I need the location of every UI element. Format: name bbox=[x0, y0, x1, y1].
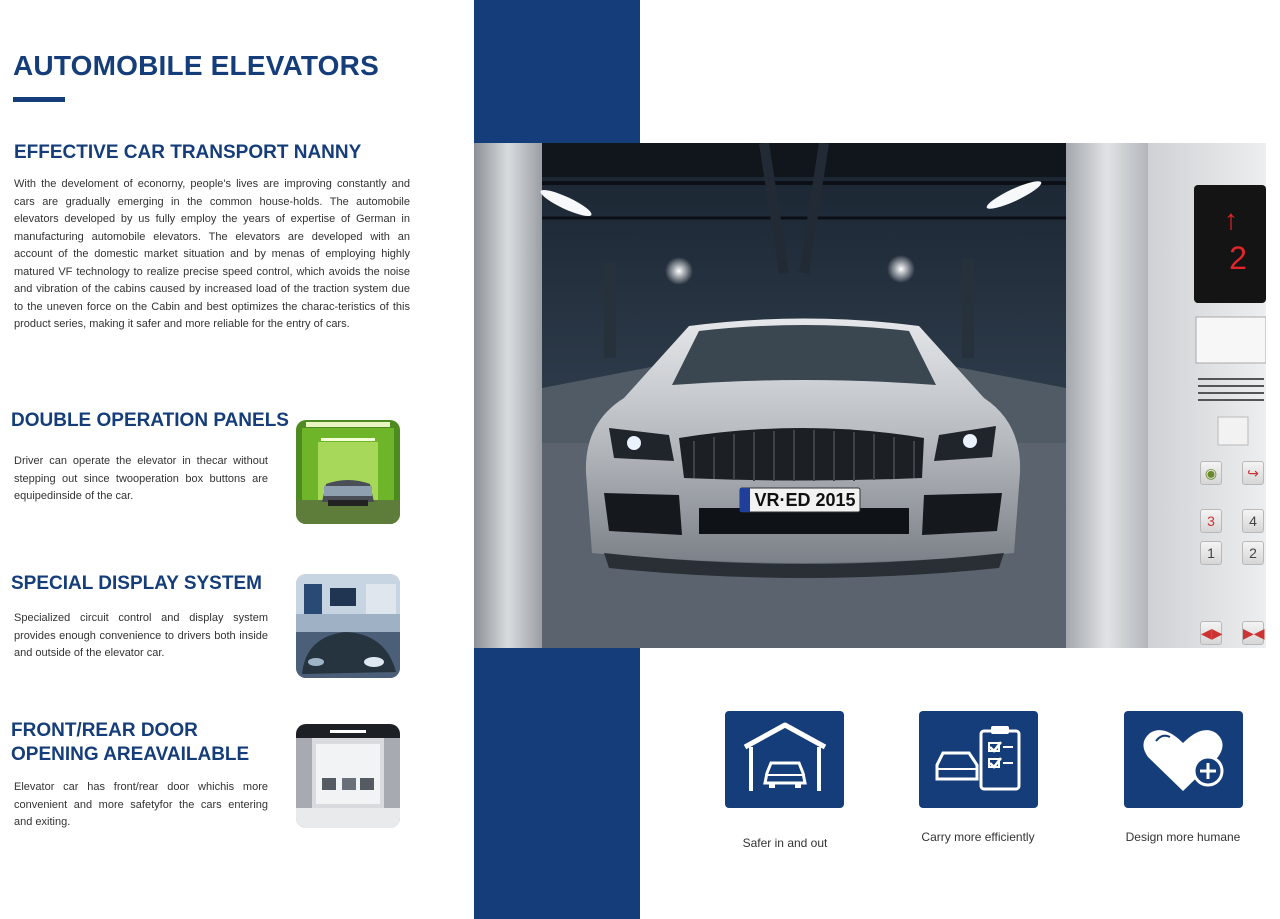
feature-label-safer: Safer in and out bbox=[742, 836, 828, 850]
heading-line-1: FRONT/REAR DOOR bbox=[11, 720, 198, 741]
door-open-arrows-icon: ◀▶ bbox=[1200, 621, 1222, 645]
section-heading-front-rear-door bbox=[11, 719, 249, 767]
thumb-display-system-showroom bbox=[296, 574, 400, 678]
section-body-double-panels: Driver can operate the elevator in thecar without stepping out since twooperation box buttons are equipedinside of the car. bbox=[14, 455, 268, 502]
heart-plus-icon bbox=[1124, 711, 1243, 808]
floor-indicator-number: 2 bbox=[1229, 240, 1247, 276]
garage-car-icon bbox=[725, 711, 844, 808]
door-close-arrows-icon: ▶◀ bbox=[1242, 621, 1264, 645]
thumb-front-rear-door bbox=[296, 724, 400, 828]
floor-button-1: 1 bbox=[1200, 541, 1222, 565]
feature-label-humane: Design more humane bbox=[1125, 830, 1241, 844]
call-button: ↪ bbox=[1242, 461, 1264, 485]
floor-button-2: 2 bbox=[1242, 541, 1264, 565]
door-open-button: ◉ bbox=[1200, 461, 1222, 485]
section-body-display-system: Specialized circuit control and display system provides enough convenience to drivers both inside and outside of the elevator car. bbox=[14, 612, 268, 659]
section-body-front-rear-door: Elevator car has front/rear door whichis more convenient and more safetyfor the cars entering and exiting. bbox=[14, 781, 268, 828]
floor-button-4: 4 bbox=[1242, 509, 1264, 533]
hero-elevator-image bbox=[474, 143, 1266, 648]
blue-band-top bbox=[474, 0, 640, 143]
intro-body: With the develoment of econorny, people's lives are improving constantly and cars are gradually emerging in the common house-holds. The automobile elevators developed by us fully employ the years of expertise of German in manufacturing automobile elevators. The elevators are developed with an account of the domestic market situation and by menas of employing highly matured VF technology to realize precise speed control, which avoids the noise and vibration of the cabins caused by increased load of the traction system due to the uneven force on the Cabin and best optimizes the charac-teristics of this product series, making it safer and more reliable for the entry of cars. bbox=[14, 178, 410, 330]
thumb-green-elevator-car bbox=[296, 420, 400, 524]
section-heading-double-panels: DOUBLE OPERATION PANELS bbox=[11, 410, 289, 431]
floor-direction-arrow: ↑ bbox=[1224, 204, 1238, 235]
intro-heading: EFFECTIVE CAR TRANSPORT NANNY bbox=[14, 142, 362, 163]
floor-button-3: 3 bbox=[1200, 509, 1222, 533]
license-plate-text: VR·ED 2015 bbox=[754, 490, 856, 510]
feature-label-carry: Carry more efficiently bbox=[921, 830, 1035, 844]
blue-band-bottom bbox=[474, 648, 640, 919]
page-title: AUTOMOBILE ELEVATORS bbox=[13, 50, 379, 81]
car-checklist-icon bbox=[919, 711, 1038, 808]
section-heading-display-system: SPECIAL DISPLAY SYSTEM bbox=[11, 573, 262, 594]
heading-line-2: OPENING AREAVAILABLE bbox=[11, 744, 250, 765]
title-underline bbox=[13, 97, 65, 102]
